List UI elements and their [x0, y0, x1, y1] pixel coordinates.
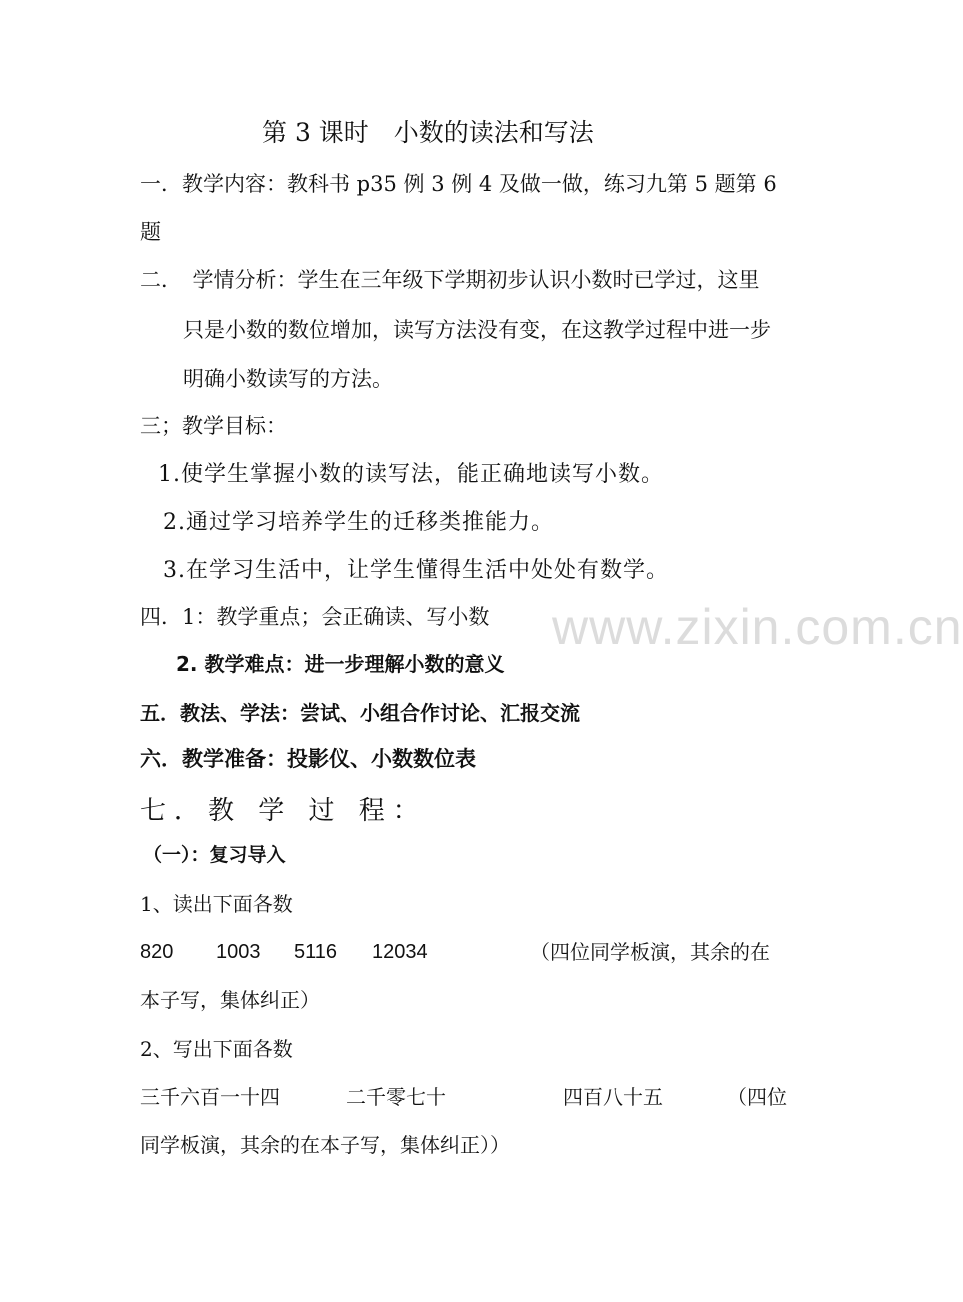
section6: 六．教学准备：投影仪、小数数位表 — [140, 747, 476, 771]
q2-note-cont: 同学板演，其余的在本子写，集体纠正）） — [140, 1133, 510, 1157]
q2-item: 三千六百一十四 — [140, 1085, 280, 1109]
section2-line1: 二． 学情分析：学生在三年级下学期初步认识小数时已学过，这里 — [140, 268, 760, 292]
q1-note: （四位同学板演，其余的在 — [530, 940, 770, 964]
section7-sub1: （一）：复习导入 — [143, 844, 286, 866]
q2-note: （四位 — [727, 1085, 787, 1109]
q1-note-cont: 本子写，集体纠正） — [140, 988, 320, 1012]
q1-title: 1、读出下面各数 — [140, 892, 293, 916]
section1-line1: 一．教学内容：教科书 p35 例 3 例 4 及做一做，练习九第 5 题第 6 — [140, 172, 777, 196]
section5: 五．教法、学法：尝试、小组合作讨论、汇报交流 — [140, 701, 580, 725]
page-title: 第 3 课时 小数的读法和写法 — [262, 118, 594, 147]
goal-item-3: 3.在学习生活中，让学生懂得生活中处处有数学。 — [163, 558, 669, 583]
q1-number: 5116 — [294, 941, 338, 963]
section4-line2: 2. 教学难点：进一步理解小数的意义 — [176, 652, 505, 676]
section2-line2: 只是小数的数位增加，读写方法没有变，在这教学过程中进一步 — [183, 318, 771, 342]
section1-line2: 题 — [140, 220, 161, 244]
q1-number: 1003 — [216, 941, 261, 963]
q2-item: 四百八十五 — [563, 1085, 663, 1109]
q2-item: 二千零七十 — [346, 1085, 446, 1109]
watermark: www.zixin.com.cn — [552, 599, 963, 655]
q1-number: 12034 — [372, 941, 428, 963]
q2-title: 2、写出下面各数 — [140, 1037, 293, 1061]
section3-heading: 三；教学目标： — [140, 414, 287, 438]
section4-line1: 四．1：教学重点；会正确读、写小数 — [140, 605, 490, 629]
goal-item-2: 2.通过学习培养学生的迁移类推能力。 — [163, 510, 554, 535]
q1-number: 820 — [140, 941, 174, 963]
section7-heading: 七．教 学 过 程： — [140, 796, 427, 826]
goal-item-1: 1.使学生掌握小数的读写法，能正确地读写小数。 — [158, 462, 664, 487]
section2-line3: 明确小数读写的方法。 — [183, 367, 393, 391]
